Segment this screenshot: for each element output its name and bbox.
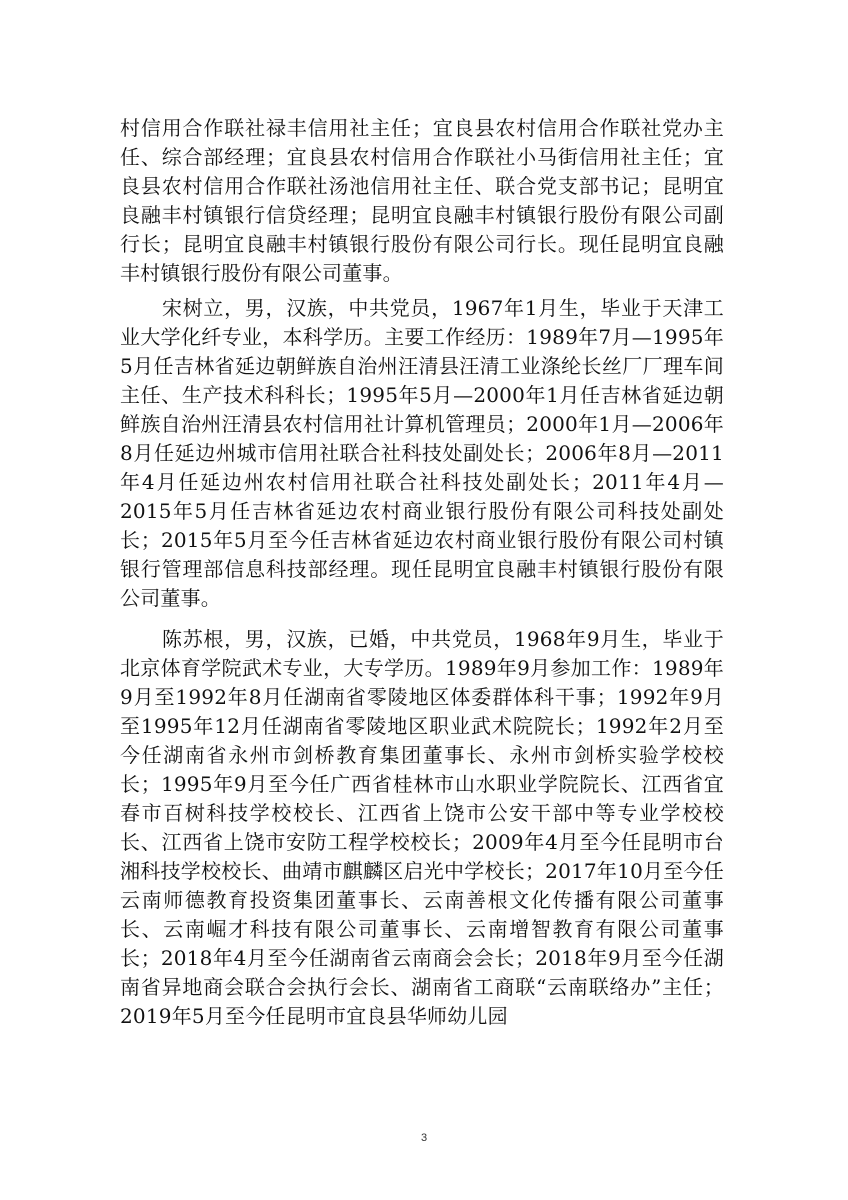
- paragraph-continued-bio: 村信用合作联社禄丰信用社主任；宜良县农村信用合作联社党办主任、综合部经理；宜良县农村信用合作联社小马街信用社主任；宜良县农村信用合作联社汤池信用社主任、联合党支部书记；昆明宜良融丰村镇银行信贷经理；昆明宜良融丰村镇银行股份有限公司副行长；昆明宜良融丰村镇银行股份有限公司行长。现任昆明宜良融丰村镇银行股份有限公司董事。: [120, 116, 724, 285]
- document-body: [120, 114, 724, 1031]
- paragraph-bio-song-shuli: 宋树立，男，汉族，中共党员，1967年1月生，毕业于天津工业大学化纤专业，本科学历。主要工作经历：1989年7月—1995年5月任吉林省延边朝鲜族自治州汪清县汪清工业涤纶长丝厂厂理车间主任、生产技术科科长；1995年5月—2000年1月任吉林省延边朝鲜族自治州汪清县农村信用社计算机管理员；2000年1月—2006年8月任延边州城市信用社联合社科技处副处长；2006年8月—2011年4月任延边州农村信用社联合社科技处副处长；2011年4月—2015年5月任吉林省延边农村商业银行股份有限公司科技处副处长；2015年5月至今任吉林省延边农村商业银行股份有限公司村镇银行管理部信息科技部经理。现任昆明宜良融丰村镇银行股份有限公司董事。: [120, 296, 724, 610]
- page-number: 3: [420, 1132, 428, 1144]
- paragraph-bio-chen-sugen: 陈苏根，男，汉族，已婚，中共党员，1968年9月生，毕业于北京体育学院武术专业，大专学历。1989年9月参加工作：1989年9月至1992年8月任湖南省零陵地区体委群体科干事；1992年9月至1995年12月任湖南省零陵地区职业武术院院长；1992年2月至今任湖南省永州市剑桥教育集团董事长、永州市剑桥实验学校校长；1995年9月至今任广西省桂林市山水职业学院院长、江西省宜春市百树科技学校校长、江西省上饶市公安干部中等专业学校校长、江西省上饶市安防工程学校校长；2009年4月至今任昆明市台湘科技学校校长、曲靖市麒麟区启光中学校长；2017年10月至今任云南师德教育投资集团董事长、云南善根文化传播有限公司董事长、云南崛才科技有限公司董事长、云南增智教育有限公司董事长；2018年4月至今任湖南省云南商会会长；2018年9月至今任湖南省异地商会联合会执行会长、湖南省工商联“云南联络办”主任；2019年5月至今任昆明市宜良县华师幼儿园: [120, 627, 724, 1028]
